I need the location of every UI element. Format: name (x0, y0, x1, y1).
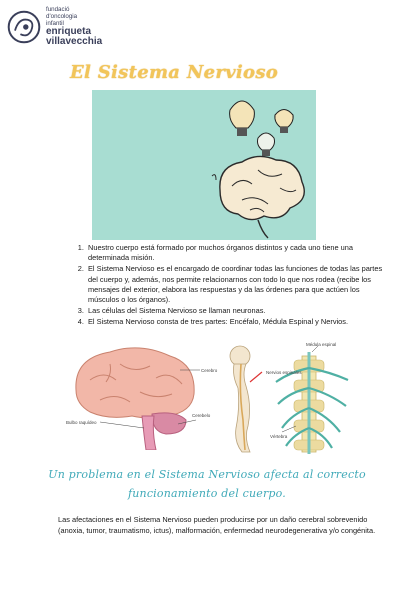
brain-anatomy-figure (60, 340, 220, 450)
label-vertebra: Vértebra (270, 434, 288, 439)
logo-name1: enriqueta (46, 26, 92, 37)
logo-line2: d'oncologia (46, 13, 78, 20)
logo-line3: infantil (46, 20, 64, 27)
logo-mark-icon (6, 9, 42, 45)
logo-name2: villavecchia (46, 36, 103, 47)
logo-text (46, 6, 102, 47)
logo (6, 6, 102, 47)
label-nervios: Nervios espinales (266, 370, 302, 375)
label-medula: Médula espinal (306, 342, 337, 347)
spine-anatomy-figure (220, 342, 360, 454)
paragraph: Las afectaciones en el Sistema Nervioso pueden producirse por un daño cerebral sobrevenido (anoxia, tumor, traumatismo, ictus), malformación, enfermedad neurodegenerativa y/o congénita. (58, 515, 376, 535)
hero-image (92, 90, 316, 240)
label-cerebelo: Cerebelo (192, 413, 211, 418)
point-item: 2. El Sistema Nervioso es el encargado de coordinar todas las funciones de todas las partes del cuerpo y, además, nos permite relacionarnos con todo lo que nos rodea (recibe los mensajes del exterior, elabora las respuestas y da las órdenes para que actúen los músculos o los órganos). (86, 264, 386, 305)
caption: Un problema en el Sistema Nervioso afecta al correcto funcionamiento del cuerpo. (48, 468, 366, 500)
point-item: 3. Las células del Sistema Nervioso se llaman neuronas. (86, 306, 386, 316)
point-item: 4. El Sistema Nervioso consta de tres partes: Encéfalo, Médula Espinal y Nervios. (86, 317, 386, 327)
page-title: El Sistema Nervioso (70, 62, 279, 83)
logo-line1: fundació (46, 6, 70, 13)
points-list (70, 243, 386, 329)
label-bulbo: Bulbo raquídeo (66, 420, 97, 425)
label-cerebro: Cerebro (201, 368, 218, 373)
point-item: 1. Nuestro cuerpo está formado por muchos órganos distintos y cada uno tiene una determinada misión. (86, 243, 386, 263)
